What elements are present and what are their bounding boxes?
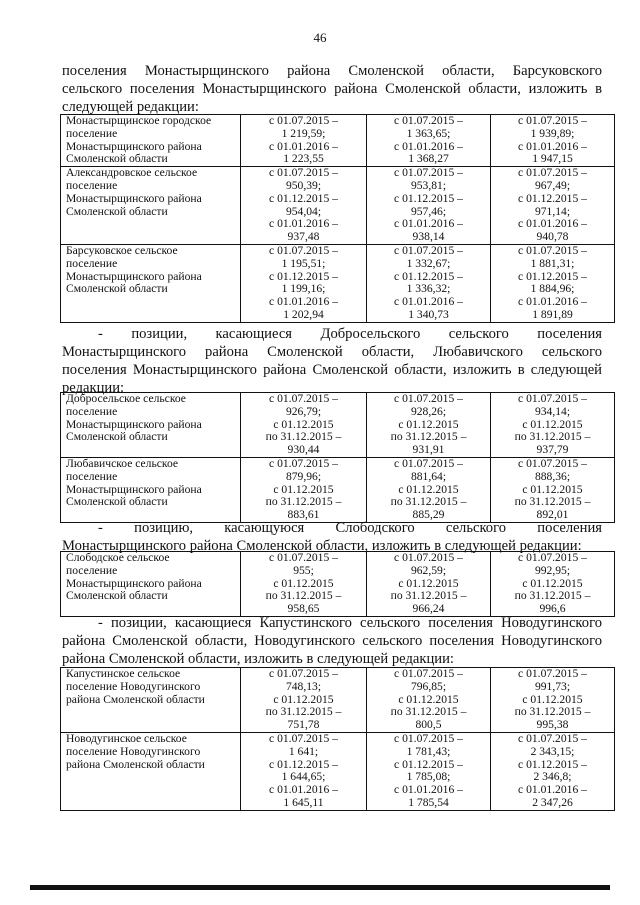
tariff-cell: с 01.07.2015 – 748,13; с 01.12.2015 по 31.12.2015 – 751,78 (241, 668, 367, 733)
intro-paragraph-4 (62, 614, 602, 668)
settlement-name-cell: Барсуковское сельское поселение Монастырщинского района Смоленской области (61, 244, 241, 322)
intro-line: - позиции, касающиеся Добросельского сельского поселения (98, 326, 602, 342)
tariff-table-4 (60, 667, 615, 811)
settlement-name-cell: Монастырщинское городское поселение Монастырщинского района Смоленской области (61, 115, 241, 167)
tariff-cell: с 01.07.2015 – 950,39; с 01.12.2015 – 954,04; с 01.01.2016 – 937,48 (241, 167, 367, 245)
intro-line: района Смоленской области, изложить в следующей редакции: (62, 651, 454, 667)
table-row (61, 244, 615, 322)
tariff-cell: с 01.07.2015 – 796,85; с 01.12.2015 по 31.12.2015 – 800,5 (367, 668, 491, 733)
table-row (61, 668, 615, 733)
tariff-cell: с 01.07.2015 – 962,59; с 01.12.2015 по 31.12.2015 – 966,24 (367, 552, 491, 617)
intro-paragraph-2 (62, 325, 602, 397)
intro-line: следующей редакции: (62, 99, 199, 115)
intro-line: - позицию, касающуюся Слободского сельского поселения (98, 520, 602, 536)
intro-line: редакции: (62, 380, 125, 396)
tariff-cell: с 01.07.2015 – 1 641; с 01.12.2015 – 1 644,65; с 01.01.2016 – 1 645,11 (241, 732, 367, 810)
intro-paragraph-3 (62, 519, 602, 555)
page-number: 46 (313, 30, 327, 45)
tariff-cell: с 01.07.2015 – 1 195,51; с 01.12.2015 – 1 199,16; с 01.01.2016 – 1 202,94 (241, 244, 367, 322)
tariff-cell: с 01.07.2015 – 1 781,43; с 01.12.2015 – 1 785,08; с 01.01.2016 – 1 785,54 (367, 732, 491, 810)
intro-line: района Смоленской области, Новодугинского сельского поселения Новодугинского (62, 633, 602, 649)
tariff-cell: с 01.07.2015 – 926,79; с 01.12.2015 по 31.12.2015 – 930,44 (241, 393, 367, 458)
intro-line: поселения Монастырщинского района Смоленской области, Барсуковского (62, 63, 602, 79)
settlement-name-cell: Новодугинское сельское поселение Новодугинского района Смоленской области (61, 732, 241, 810)
tariff-cell: с 01.07.2015 – 879,96; с 01.12.2015 по 31.12.2015 – 883,61 (241, 457, 367, 522)
table-row (61, 115, 615, 167)
settlement-name-cell: Александровское сельское поселение Монастырщинского района Смоленской области (61, 167, 241, 245)
tariff-cell: с 01.07.2015 – 934,14; с 01.12.2015 по 31.12.2015 – 937,79 (491, 393, 615, 458)
intro-line: Монастырщинского района Смоленской области, Любавичского сельского (62, 344, 602, 360)
table-row (61, 393, 615, 458)
tariff-cell: с 01.07.2015 – 953,81; с 01.12.2015 – 957,46; с 01.01.2016 – 938,14 (367, 167, 491, 245)
intro-paragraph-1 (62, 62, 602, 116)
intro-line: - позиции, касающиеся Капустинского сельского поселения Новодугинского (98, 615, 602, 631)
tariff-cell: с 01.07.2015 – 888,36; с 01.12.2015 по 31.12.2015 – 892,01 (491, 457, 615, 522)
settlement-name-cell: Добросельское сельское поселение Монастырщинского района Смоленской области (61, 393, 241, 458)
table-row (61, 457, 615, 522)
tariff-cell: с 01.07.2015 – 992,95; с 01.12.2015 по 31.12.2015 – 996,6 (491, 552, 615, 617)
intro-line: поселения Монастырщинского района Смоленской области, изложить в следующей (62, 362, 602, 378)
tariff-table-2 (60, 392, 615, 523)
settlement-name-cell: Слободское сельское поселение Монастырщинского района Смоленской области (61, 552, 241, 617)
tariff-cell: с 01.07.2015 – 955; с 01.12.2015 по 31.12.2015 – 958,65 (241, 552, 367, 617)
tariff-cell: с 01.07.2015 – 881,64; с 01.12.2015 по 31.12.2015 – 885,29 (367, 457, 491, 522)
intro-line: Монастырщинского района Смоленской области, изложить в следующей редакции: (62, 538, 582, 554)
tariff-cell: с 01.07.2015 – 1 332,67; с 01.12.2015 – 1 336,32; с 01.01.2016 – 1 340,73 (367, 244, 491, 322)
intro-line: сельского поселения Монастырщинского района Смоленской области, изложить в (62, 81, 602, 97)
tariff-cell: с 01.07.2015 – 967,49; с 01.12.2015 – 971,14; с 01.01.2016 – 940,78 (491, 167, 615, 245)
tariff-cell: с 01.07.2015 – 1 219,59; с 01.01.2016 – 1 223,55 (241, 115, 367, 167)
tariff-table-3 (60, 551, 615, 617)
settlement-name-cell: Капустинское сельское поселение Новодугинского района Смоленской области (61, 668, 241, 733)
table-row (61, 732, 615, 810)
tariff-table-1 (60, 114, 615, 323)
tariff-cell: с 01.07.2015 – 928,26; с 01.12.2015 по 31.12.2015 – 931,91 (367, 393, 491, 458)
tariff-cell: с 01.07.2015 – 1 363,65; с 01.01.2016 – 1 368,27 (367, 115, 491, 167)
table-row (61, 552, 615, 617)
tariff-cell: с 01.07.2015 – 1 881,31; с 01.12.2015 – 1 884,96; с 01.01.2016 – 1 891,89 (491, 244, 615, 322)
tariff-cell: с 01.07.2015 – 991,73; с 01.12.2015 по 31.12.2015 – 995,38 (491, 668, 615, 733)
tariff-cell: с 01.07.2015 – 1 939,89; с 01.01.2016 – 1 947,15 (491, 115, 615, 167)
settlement-name-cell: Любавичское сельское поселение Монастырщинского района Смоленской области (61, 457, 241, 522)
bottom-rule (30, 885, 610, 890)
table-row (61, 167, 615, 245)
tariff-cell: с 01.07.2015 – 2 343,15; с 01.12.2015 – 2 346,8; с 01.01.2016 – 2 347,26 (491, 732, 615, 810)
